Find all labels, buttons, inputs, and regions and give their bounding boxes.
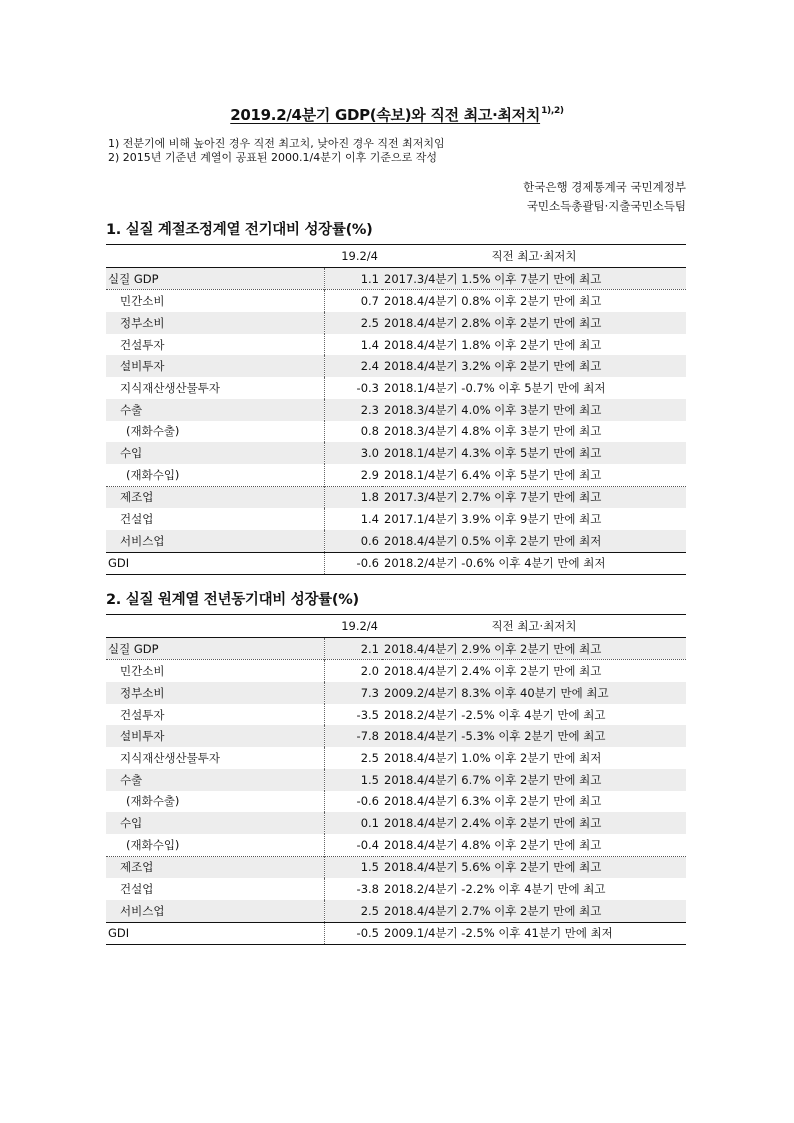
- row-value: -0.3: [324, 377, 382, 399]
- row-label: 수입: [106, 812, 324, 834]
- row-value: -0.5: [324, 922, 382, 945]
- row-description: 2018.4/4분기 6.7% 이후 2분기 만에 최고: [382, 769, 686, 791]
- row-description: 2018.4/4분기 1.0% 이후 2분기 만에 최저: [384, 750, 602, 765]
- row-description: 2018.3/4분기 4.0% 이후 3분기 만에 최고: [382, 399, 686, 421]
- table-row: [106, 421, 686, 443]
- header-label: [106, 245, 324, 268]
- row-description: 2017.3/4분기 2.7% 이후 7분기 만에 최고: [382, 486, 686, 508]
- section-2-table: [106, 614, 686, 945]
- row-description: 2017.3/4분기 1.5% 이후 7분기 만에 최고: [382, 267, 686, 290]
- row-label: 수입: [106, 442, 324, 464]
- row-value: 0.1: [324, 812, 382, 834]
- header-description: 직전 최고·최저치: [382, 615, 686, 638]
- table-row: [106, 747, 686, 769]
- row-description: 2018.2/4분기 -0.6% 이후 4분기 만에 최저: [382, 552, 686, 575]
- row-value: 1.1: [324, 267, 382, 290]
- table-row: [106, 725, 686, 747]
- table-row: [106, 660, 686, 682]
- table-row: [106, 377, 686, 399]
- org-line-2: 국민소득총괄팀·지출국민소득팀: [526, 199, 686, 213]
- row-value: 0.6: [324, 530, 382, 552]
- table-row: [106, 922, 686, 945]
- table-header-row: [106, 245, 686, 268]
- row-value: 2.5: [324, 747, 382, 769]
- table-row: [106, 878, 686, 900]
- row-description: 2018.4/4분기 2.9% 이후 2분기 만에 최고: [382, 637, 686, 660]
- row-description: 2018.2/4분기 -2.5% 이후 4분기 만에 최고: [384, 707, 606, 722]
- row-value: 1.5: [324, 856, 382, 878]
- table-row: [106, 856, 686, 878]
- row-value: -0.4: [324, 834, 382, 856]
- row-value: 3.0: [324, 442, 382, 464]
- row-label: 건설투자: [120, 707, 165, 722]
- row-value: 1.4: [324, 334, 382, 356]
- row-description: 2018.4/4분기 2.7% 이후 2분기 만에 최고: [382, 900, 686, 922]
- title-text: 2019.2/4분기 GDP(속보)와 직전 최고·최저치: [230, 106, 541, 124]
- row-label: 민간소비: [106, 660, 324, 682]
- table-row: [106, 637, 686, 660]
- table-row: [106, 267, 686, 290]
- row-value: 2.4: [324, 355, 382, 377]
- row-value: 0.8: [324, 421, 382, 443]
- table-row: [106, 508, 686, 530]
- row-value: 0.7: [324, 290, 382, 312]
- table-row: [106, 486, 686, 508]
- title-footnote-marker: 1),2): [541, 106, 564, 116]
- section-2-title: 2. 실질 원계열 전년동기대비 성장률(%): [106, 592, 359, 608]
- row-description: 2018.4/4분기 0.5% 이후 2분기 만에 최저: [382, 530, 686, 552]
- row-description: 2018.4/4분기 5.6% 이후 2분기 만에 최고: [382, 856, 686, 878]
- header-period: 19.2/4: [324, 615, 382, 638]
- row-value: -0.6: [324, 791, 382, 813]
- table-header-row: [106, 615, 686, 638]
- row-label: 서비스업: [106, 900, 324, 922]
- org-line-1: 한국은행 경제통계국 국민계정부: [523, 180, 686, 194]
- row-description: 2018.4/4분기 2.8% 이후 2분기 만에 최고: [382, 312, 686, 334]
- row-value: 1.8: [324, 486, 382, 508]
- table-row: [106, 552, 686, 575]
- row-description: 2018.4/4분기 4.8% 이후 2분기 만에 최고: [384, 837, 602, 852]
- row-value: -3.5: [324, 704, 382, 726]
- row-label: GDI: [106, 552, 324, 575]
- row-value: 2.0: [324, 660, 382, 682]
- row-value: 2.3: [324, 399, 382, 421]
- row-label: 제조업: [106, 486, 324, 508]
- row-description: 2018.4/4분기 0.8% 이후 2분기 만에 최고: [382, 290, 686, 312]
- table-row: [106, 530, 686, 552]
- table-row: [106, 334, 686, 356]
- section-1-title: 1. 실질 계절조정계열 전기대비 성장률(%): [106, 222, 373, 238]
- row-value: 1.4: [324, 508, 382, 530]
- row-label: 수출: [106, 399, 324, 421]
- row-label: (재화수출): [126, 424, 180, 439]
- row-label: 건설업: [120, 512, 154, 527]
- row-label: 지식재산생산물투자: [120, 750, 220, 765]
- row-label: 서비스업: [106, 530, 324, 552]
- row-description: 2017.1/4분기 3.9% 이후 9분기 만에 최고: [384, 512, 602, 527]
- table-row: [106, 312, 686, 334]
- row-value: 2.5: [324, 312, 382, 334]
- row-label: 제조업: [106, 856, 324, 878]
- footnote-1: 1) 전분기에 비해 높아진 경우 직전 최고치, 낮아진 경우 직전 최저치임: [108, 137, 445, 150]
- table-row: [106, 769, 686, 791]
- row-label: 실질 GDP: [106, 637, 324, 660]
- table-row: [106, 900, 686, 922]
- row-label: 건설투자: [120, 337, 165, 352]
- row-label: GDI: [106, 922, 324, 945]
- row-description: 2018.3/4분기 4.8% 이후 3분기 만에 최고: [384, 424, 602, 439]
- table-row: [106, 791, 686, 813]
- table-row: [106, 355, 686, 377]
- header-description: 직전 최고·최저치: [382, 245, 686, 268]
- row-description: 2018.4/4분기 3.2% 이후 2분기 만에 최고: [382, 355, 686, 377]
- table-row: [106, 812, 686, 834]
- row-value: -7.8: [324, 725, 382, 747]
- table-row: [106, 682, 686, 704]
- row-description: 2018.2/4분기 -2.2% 이후 4분기 만에 최고: [384, 882, 606, 897]
- row-description: 2018.1/4분기 4.3% 이후 5분기 만에 최고: [382, 442, 686, 464]
- table-row: [106, 290, 686, 312]
- row-description: 2018.4/4분기 6.3% 이후 2분기 만에 최고: [384, 794, 602, 809]
- row-description: 2018.4/4분기 2.4% 이후 2분기 만에 최고: [382, 812, 686, 834]
- document-title: [0, 104, 794, 125]
- row-label: 지식재산생산물투자: [120, 380, 220, 395]
- row-label: (재화수출): [126, 794, 180, 809]
- header-label: [106, 615, 324, 638]
- row-value: -0.6: [324, 552, 382, 575]
- row-description: 2018.1/4분기 -0.7% 이후 5분기 만에 최저: [384, 380, 606, 395]
- row-label: (재화수입): [126, 837, 180, 852]
- table-row: [106, 399, 686, 421]
- row-label: 민간소비: [106, 290, 324, 312]
- row-label: 실질 GDP: [106, 267, 324, 290]
- table-row: [106, 464, 686, 486]
- footnotes: [108, 137, 445, 165]
- row-value: 2.1: [324, 637, 382, 660]
- row-value: 1.5: [324, 769, 382, 791]
- footnote-2: 2) 2015년 기준년 계열이 공표된 2000.1/4분기 이후 기준으로 작성: [108, 151, 437, 164]
- table-row: [106, 834, 686, 856]
- row-label: 정부소비: [106, 312, 324, 334]
- row-value: 2.5: [324, 900, 382, 922]
- row-description: 2018.4/4분기 2.4% 이후 2분기 만에 최고: [382, 660, 686, 682]
- row-description: 2018.4/4분기 -5.3% 이후 2분기 만에 최고: [382, 725, 686, 747]
- row-label: 건설업: [120, 882, 154, 897]
- table-row: [106, 704, 686, 726]
- row-label: (재화수입): [126, 467, 180, 482]
- header-period: 19.2/4: [324, 245, 382, 268]
- table-row: [106, 442, 686, 464]
- row-value: 2.9: [324, 464, 382, 486]
- row-label: 수출: [106, 769, 324, 791]
- row-label: 정부소비: [106, 682, 324, 704]
- section-1-table: [106, 244, 686, 575]
- row-description: 2018.1/4분기 6.4% 이후 5분기 만에 최고: [384, 467, 602, 482]
- row-label: 설비투자: [106, 355, 324, 377]
- row-value: -3.8: [324, 878, 382, 900]
- row-label: 설비투자: [106, 725, 324, 747]
- row-description: 2009.2/4분기 8.3% 이후 40분기 만에 최고: [382, 682, 686, 704]
- row-description: 2018.4/4분기 1.8% 이후 2분기 만에 최고: [384, 337, 602, 352]
- organization-block: [523, 178, 686, 216]
- row-value: 7.3: [324, 682, 382, 704]
- row-description: 2009.1/4분기 -2.5% 이후 41분기 만에 최저: [382, 922, 686, 945]
